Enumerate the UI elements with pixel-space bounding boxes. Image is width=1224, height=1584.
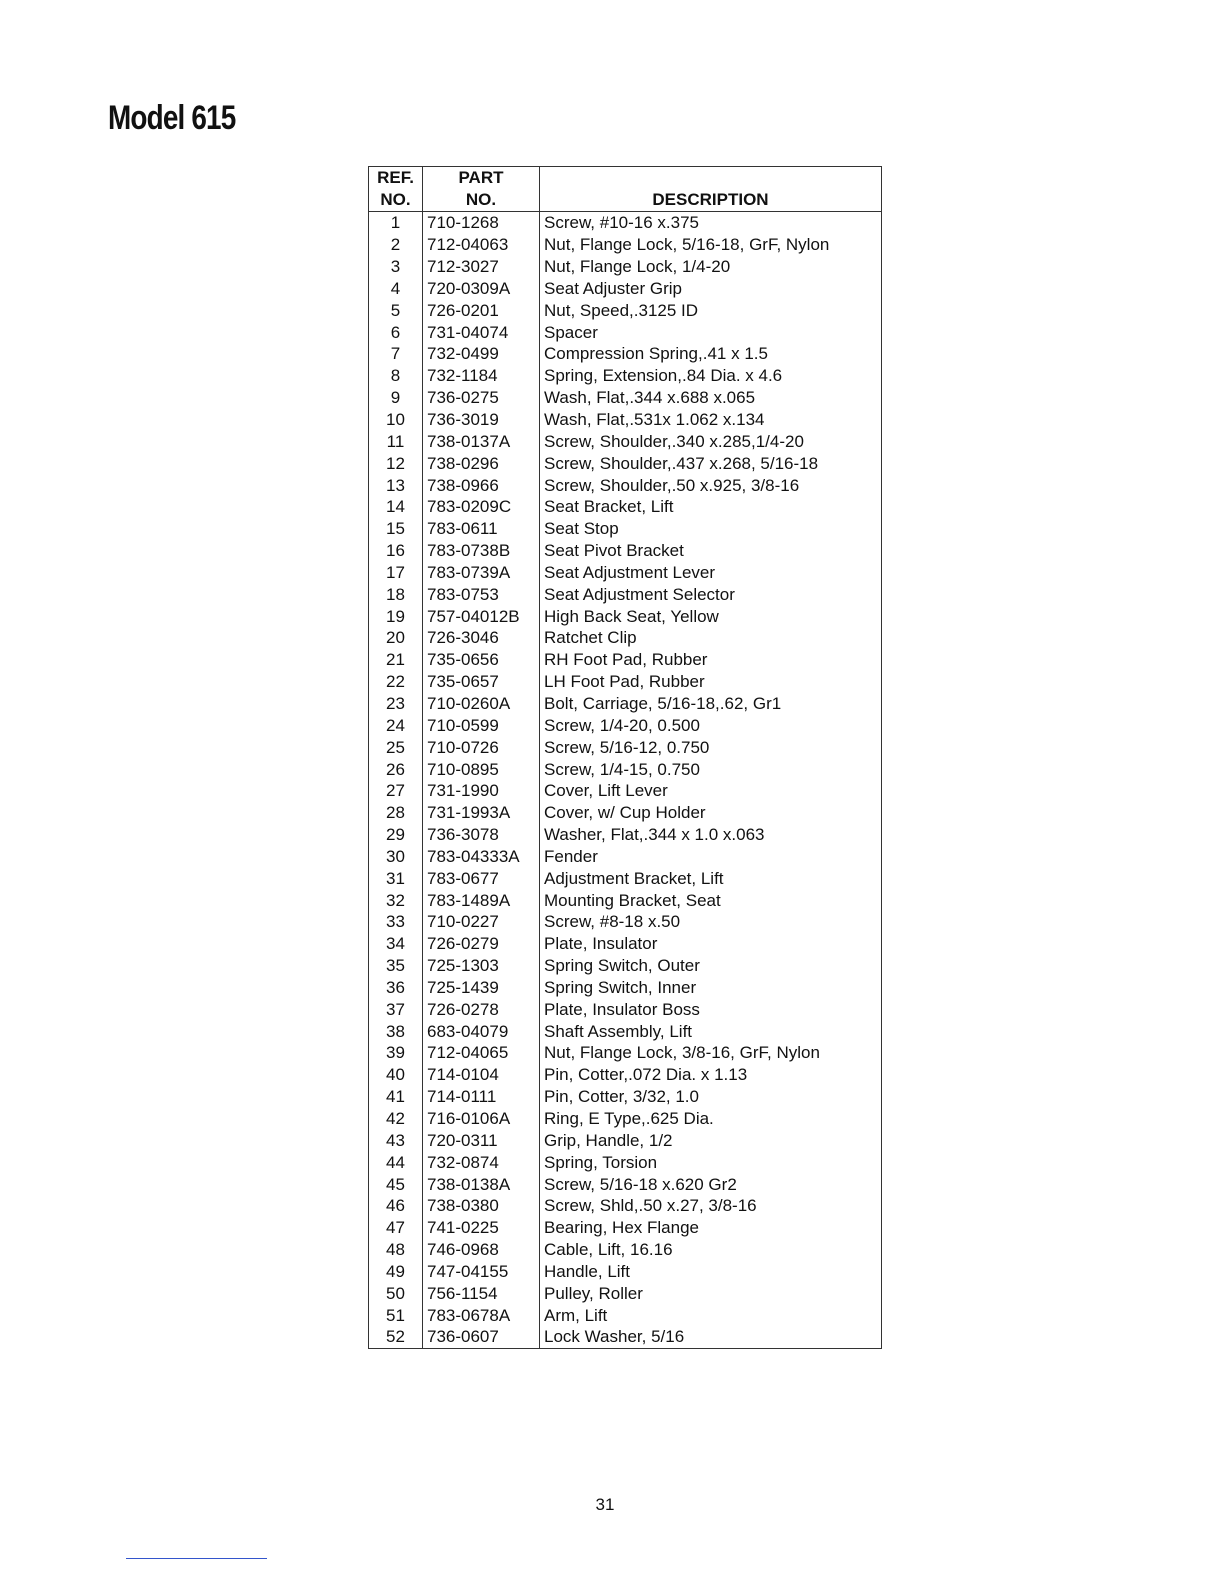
description-cell: Nut, Speed,.3125 ID xyxy=(544,300,699,320)
ref-cell: 31 xyxy=(369,867,423,889)
ref-cell: 30 xyxy=(369,845,423,867)
part-number-cell: 736-0275 xyxy=(423,387,540,409)
description-cell: LH Foot Pad, Rubber xyxy=(544,672,705,692)
ref-cell: 41 xyxy=(369,1086,423,1108)
header-description: DESCRIPTION xyxy=(540,167,882,212)
ref-cell: 10 xyxy=(369,409,423,431)
description-cell: Seat Stop xyxy=(544,519,619,539)
description-cell: Ratchet Clip xyxy=(544,628,637,648)
description-cell: Spacer xyxy=(544,322,598,342)
table-row xyxy=(369,911,882,933)
table-row xyxy=(369,1282,882,1304)
ref-cell: 37 xyxy=(369,998,423,1020)
ref-cell: 47 xyxy=(369,1217,423,1239)
part-number-cell: 783-1489A xyxy=(423,889,540,911)
description-cell: Cable, Lift, 16.16 xyxy=(544,1240,673,1260)
table-row xyxy=(369,430,882,452)
description-cell: Grip, Handle, 1/2 xyxy=(544,1130,673,1150)
ref-cell: 23 xyxy=(369,693,423,715)
part-number-cell: 738-0296 xyxy=(423,452,540,474)
part-number-cell: 783-0753 xyxy=(423,583,540,605)
part-number-cell: 735-0656 xyxy=(423,649,540,671)
table-row xyxy=(369,452,882,474)
table-row xyxy=(369,998,882,1020)
part-number-cell: 783-0209C xyxy=(423,496,540,518)
part-number-cell: 720-0311 xyxy=(423,1129,540,1151)
table-row xyxy=(369,605,882,627)
ref-cell: 21 xyxy=(369,649,423,671)
ref-cell: 22 xyxy=(369,671,423,693)
ref-cell: 46 xyxy=(369,1195,423,1217)
table-row xyxy=(369,387,882,409)
part-number-cell: 720-0309A xyxy=(423,278,540,300)
header-part-line1: PART xyxy=(458,168,504,187)
table-row xyxy=(369,1173,882,1195)
description-cell: Screw, 1/4-20, 0.500 xyxy=(544,715,700,735)
description-cell: Screw, 5/16-12, 0.750 xyxy=(544,737,710,757)
ref-cell: 3 xyxy=(369,256,423,278)
description-cell: Handle, Lift xyxy=(544,1261,630,1281)
table-row xyxy=(369,867,882,889)
part-number-cell: 731-1990 xyxy=(423,780,540,802)
part-number-cell: 732-0874 xyxy=(423,1151,540,1173)
description-cell: Screw, 5/16-18 x.620 Gr2 xyxy=(544,1174,737,1194)
description-cell: Seat Pivot Bracket xyxy=(544,541,684,561)
part-number-cell: 725-1439 xyxy=(423,977,540,999)
table-row xyxy=(369,562,882,584)
description-cell: Seat Adjustment Selector xyxy=(544,584,735,604)
description-cell: Bolt, Carriage, 5/16-18,.62, Gr1 xyxy=(544,693,782,713)
ref-cell: 2 xyxy=(369,234,423,256)
part-number-cell: 783-04333A xyxy=(423,845,540,867)
table-row xyxy=(369,212,882,234)
description-cell: Compression Spring,.41 x 1.5 xyxy=(544,344,768,364)
table-row xyxy=(369,802,882,824)
ref-cell: 4 xyxy=(369,278,423,300)
ref-cell: 28 xyxy=(369,802,423,824)
part-number-cell: 710-0260A xyxy=(423,693,540,715)
footer-rule xyxy=(126,1558,267,1559)
table-row xyxy=(369,474,882,496)
table-row xyxy=(369,758,882,780)
part-number-cell: 756-1154 xyxy=(423,1282,540,1304)
table-row xyxy=(369,1108,882,1130)
ref-cell: 42 xyxy=(369,1108,423,1130)
part-number-cell: 741-0225 xyxy=(423,1217,540,1239)
table-row xyxy=(369,1151,882,1173)
description-cell: Cover, Lift Lever xyxy=(544,781,668,801)
ref-cell: 25 xyxy=(369,736,423,758)
ref-cell: 6 xyxy=(369,321,423,343)
table-row xyxy=(369,234,882,256)
description-cell: Bearing, Hex Flange xyxy=(544,1218,699,1238)
table-row xyxy=(369,1304,882,1326)
part-number-cell: 735-0657 xyxy=(423,671,540,693)
table-row xyxy=(369,955,882,977)
header-ref-line2: NO. xyxy=(380,190,411,209)
header-ref-no xyxy=(369,167,423,212)
description-cell: High Back Seat, Yellow xyxy=(544,606,719,626)
ref-cell: 9 xyxy=(369,387,423,409)
ref-cell: 29 xyxy=(369,824,423,846)
description-cell: Washer, Flat,.344 x 1.0 x.063 xyxy=(544,825,765,845)
part-number-cell: 746-0968 xyxy=(423,1239,540,1261)
part-number-cell: 710-0895 xyxy=(423,758,540,780)
part-number-cell: 710-0599 xyxy=(423,714,540,736)
header-part-no xyxy=(423,167,540,212)
part-number-cell: 714-0104 xyxy=(423,1064,540,1086)
table-row xyxy=(369,627,882,649)
table-row xyxy=(369,256,882,278)
description-cell: Ring, E Type,.625 Dia. xyxy=(544,1109,714,1129)
description-cell: RH Foot Pad, Rubber xyxy=(544,650,708,670)
part-number-cell: 732-1184 xyxy=(423,365,540,387)
description-cell: Screw, #8-18 x.50 xyxy=(544,912,681,932)
table-row xyxy=(369,1217,882,1239)
table-header-row xyxy=(369,167,882,212)
table-row xyxy=(369,736,882,758)
part-number-cell: 738-0138A xyxy=(423,1173,540,1195)
table-row xyxy=(369,1064,882,1086)
part-number-cell: 710-1268 xyxy=(423,212,540,234)
description-cell: Cover, w/ Cup Holder xyxy=(544,803,706,823)
description-cell: Spring Switch, Outer xyxy=(544,956,700,976)
description-cell: Pulley, Roller xyxy=(544,1283,643,1303)
table-row xyxy=(369,278,882,300)
table-row xyxy=(369,693,882,715)
part-number-cell: 726-3046 xyxy=(423,627,540,649)
ref-cell: 11 xyxy=(369,430,423,452)
table-row xyxy=(369,1326,882,1348)
ref-cell: 24 xyxy=(369,714,423,736)
table-row xyxy=(369,1195,882,1217)
ref-cell: 18 xyxy=(369,583,423,605)
part-number-cell: 726-0279 xyxy=(423,933,540,955)
part-number-cell: 714-0111 xyxy=(423,1086,540,1108)
part-number-cell: 712-3027 xyxy=(423,256,540,278)
description-cell: Spring, Torsion xyxy=(544,1152,658,1172)
description-cell: Wash, Flat,.531x 1.062 x.134 xyxy=(544,410,765,430)
part-number-cell: 783-0611 xyxy=(423,518,540,540)
part-number-cell: 783-0739A xyxy=(423,562,540,584)
table-row xyxy=(369,1261,882,1283)
part-number-cell: 726-0278 xyxy=(423,998,540,1020)
description-cell: Screw, Shoulder,.340 x.285,1/4-20 xyxy=(544,431,804,451)
description-cell: Arm, Lift xyxy=(544,1305,608,1325)
ref-cell: 13 xyxy=(369,474,423,496)
part-number-cell: 732-0499 xyxy=(423,343,540,365)
description-cell: Spring Switch, Inner xyxy=(544,977,697,997)
description-cell: Lock Washer, 5/16 xyxy=(544,1327,685,1347)
table-row xyxy=(369,933,882,955)
part-number-cell: 783-0738B xyxy=(423,540,540,562)
description-cell: Mounting Bracket, Seat xyxy=(544,890,721,910)
ref-cell: 44 xyxy=(369,1151,423,1173)
ref-cell: 17 xyxy=(369,562,423,584)
ref-cell: 5 xyxy=(369,299,423,321)
parts-table xyxy=(368,166,882,1349)
ref-cell: 38 xyxy=(369,1020,423,1042)
description-cell: Wash, Flat,.344 x.688 x.065 xyxy=(544,388,756,408)
table-row xyxy=(369,649,882,671)
table-row xyxy=(369,1239,882,1261)
ref-cell: 12 xyxy=(369,452,423,474)
table-row xyxy=(369,889,882,911)
table-row xyxy=(369,780,882,802)
ref-cell: 52 xyxy=(369,1326,423,1348)
table-row xyxy=(369,518,882,540)
table-row xyxy=(369,321,882,343)
table-row xyxy=(369,671,882,693)
table-row xyxy=(369,409,882,431)
part-number-cell: 726-0201 xyxy=(423,299,540,321)
ref-cell: 34 xyxy=(369,933,423,955)
part-number-cell: 736-0607 xyxy=(423,1326,540,1348)
part-number-cell: 738-0137A xyxy=(423,430,540,452)
part-number-cell: 712-04065 xyxy=(423,1042,540,1064)
part-number-cell: 683-04079 xyxy=(423,1020,540,1042)
description-cell: Shaft Assembly, Lift xyxy=(544,1021,693,1041)
part-number-cell: 731-04074 xyxy=(423,321,540,343)
description-cell: Adjustment Bracket, Lift xyxy=(544,868,724,888)
ref-cell: 39 xyxy=(369,1042,423,1064)
table-row xyxy=(369,1129,882,1151)
part-number-cell: 716-0106A xyxy=(423,1108,540,1130)
ref-cell: 20 xyxy=(369,627,423,649)
ref-cell: 49 xyxy=(369,1261,423,1283)
table-row xyxy=(369,496,882,518)
part-number-cell: 725-1303 xyxy=(423,955,540,977)
description-cell: Nut, Flange Lock, 5/16-18, GrF, Nylon xyxy=(544,235,830,255)
ref-cell: 8 xyxy=(369,365,423,387)
part-number-cell: 747-04155 xyxy=(423,1261,540,1283)
ref-cell: 14 xyxy=(369,496,423,518)
ref-cell: 33 xyxy=(369,911,423,933)
ref-cell: 51 xyxy=(369,1304,423,1326)
ref-cell: 19 xyxy=(369,605,423,627)
part-number-cell: 738-0380 xyxy=(423,1195,540,1217)
ref-cell: 16 xyxy=(369,540,423,562)
table-row xyxy=(369,343,882,365)
table-row xyxy=(369,1020,882,1042)
table-row xyxy=(369,977,882,999)
part-number-cell: 710-0227 xyxy=(423,911,540,933)
description-cell: Screw, 1/4-15, 0.750 xyxy=(544,759,700,779)
description-cell: Plate, Insulator xyxy=(544,934,658,954)
table-row xyxy=(369,1086,882,1108)
ref-cell: 36 xyxy=(369,977,423,999)
ref-cell: 32 xyxy=(369,889,423,911)
description-cell: Fender xyxy=(544,846,598,866)
description-cell: Pin, Cotter,.072 Dia. x 1.13 xyxy=(544,1065,748,1085)
table-row xyxy=(369,540,882,562)
part-number-cell: 783-0677 xyxy=(423,867,540,889)
description-cell: Spring, Extension,.84 Dia. x 4.6 xyxy=(544,366,783,386)
header-part-line2: NO. xyxy=(465,190,497,209)
description-cell: Seat Bracket, Lift xyxy=(544,497,674,517)
ref-cell: 1 xyxy=(369,212,423,234)
table-row xyxy=(369,1042,882,1064)
part-number-cell: 710-0726 xyxy=(423,736,540,758)
page-title: Model 615 xyxy=(108,99,236,137)
table-row xyxy=(369,299,882,321)
part-number-cell: 757-04012B xyxy=(423,605,540,627)
description-cell: Screw, Shoulder,.437 x.268, 5/16-18 xyxy=(544,453,819,473)
part-number-cell: 736-3019 xyxy=(423,409,540,431)
ref-cell: 15 xyxy=(369,518,423,540)
part-number-cell: 736-3078 xyxy=(423,824,540,846)
description-cell: Seat Adjuster Grip xyxy=(544,278,682,298)
ref-cell: 40 xyxy=(369,1064,423,1086)
part-number-cell: 712-04063 xyxy=(423,234,540,256)
description-cell: Screw, Shoulder,.50 x.925, 3/8-16 xyxy=(544,475,800,495)
ref-cell: 48 xyxy=(369,1239,423,1261)
description-cell: Nut, Flange Lock, 1/4-20 xyxy=(544,257,731,277)
ref-cell: 45 xyxy=(369,1173,423,1195)
ref-cell: 43 xyxy=(369,1129,423,1151)
header-ref-line1: REF. xyxy=(377,168,414,187)
description-cell: Seat Adjustment Lever xyxy=(544,562,716,582)
description-cell: Screw, Shld,.50 x.27, 3/8-16 xyxy=(544,1196,757,1216)
table-row xyxy=(369,824,882,846)
table-row xyxy=(369,365,882,387)
description-cell: Nut, Flange Lock, 3/8-16, GrF, Nylon xyxy=(544,1043,820,1063)
part-number-cell: 783-0678A xyxy=(423,1304,540,1326)
ref-cell: 50 xyxy=(369,1282,423,1304)
part-number-cell: 738-0966 xyxy=(423,474,540,496)
table-row xyxy=(369,583,882,605)
description-cell: Screw, #10-16 x.375 xyxy=(544,213,699,233)
description-cell: Pin, Cotter, 3/32, 1.0 xyxy=(544,1087,699,1107)
part-number-cell: 731-1993A xyxy=(423,802,540,824)
page-number: 31 xyxy=(595,1495,615,1514)
ref-cell: 27 xyxy=(369,780,423,802)
table-row xyxy=(369,714,882,736)
ref-cell: 26 xyxy=(369,758,423,780)
description-cell: Plate, Insulator Boss xyxy=(544,999,700,1019)
parts-table-body xyxy=(369,212,882,1349)
table-row xyxy=(369,845,882,867)
ref-cell: 7 xyxy=(369,343,423,365)
ref-cell: 35 xyxy=(369,955,423,977)
